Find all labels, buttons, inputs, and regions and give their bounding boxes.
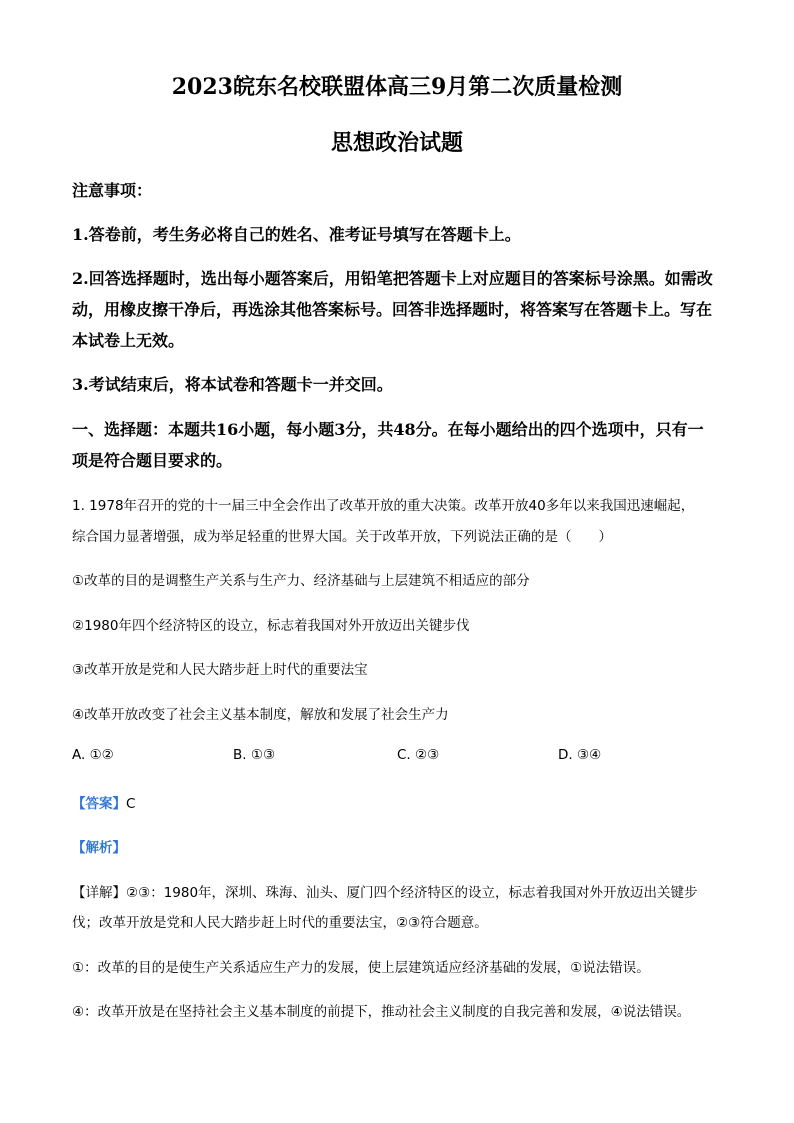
exam-subtitle: 思想政治试题 [330,130,463,156]
analysis-label: 【解析】 [72,840,126,856]
detail-label: 【详解】 [72,885,126,901]
section-heading-cont: 项是符合题目要求的。 [72,451,233,470]
notice-heading: 注意事项： [72,181,153,200]
exam-title: 2023皖东名校联盟体高三9月第二次质量检测 [171,74,623,100]
answer-value: C [126,796,136,812]
detail-line-1 [72,881,698,901]
analysis-line [72,836,126,856]
statement-2: ②1980年四个经济特区的设立，标志着我国对外开放迈出关键步伐 [72,618,470,634]
statement-4: ④改革开放改变了社会主义基本制度，解放和发展了社会生产力 [72,707,449,723]
detail-text-1: ②③：1980年，深圳、珠海、汕头、厦门四个经济特区的设立，标志着我国对外开放迈出关键步 [126,885,698,901]
question-stem-cont: 综合国力显著增强，成为举足轻重的世界大国。关于改革开放，下列说法正确的是（ ） [72,529,612,545]
statement-3: ③改革开放是党和人民大踏步赶上时代的重要法宝 [72,662,368,678]
option-b: B. ①③ [233,747,276,763]
answer-label: 【答案】 [72,796,126,812]
notice-item-1: 1.答卷前，考生务必将自己的姓名、准考证号填写在答题卡上。 [72,225,521,244]
detail-line-2: 伐；改革开放是党和人民大踏步赶上时代的重要法宝，②③符合题意。 [72,915,488,931]
notice-item-2: 2.回答选择题时，选出每小题答案后，用铅笔把答题卡上对应题目的答案标号涂黑。如需改 [72,269,713,288]
notice-item-3: 3.考试结束后，将本试卷和答题卡一并交回。 [72,375,393,394]
notice-item-2-cont: 动，用橡皮擦干净后，再选涂其他答案标号。回答非选择题时，将答案写在答题卡上。写在 [72,300,713,319]
answer-line [72,792,135,812]
statement-1: ①改革的目的是调整生产关系与生产力、经济基础与上层建筑不相适应的部分 [72,573,530,589]
notice-item-2-end: 本试卷上无效。 [72,331,185,350]
option-d: D. ③④ [558,747,602,763]
option-a: A. ①② [72,747,114,763]
answer-options [72,747,722,767]
section-heading: 一、选择题：本题共16小题，每小题3分，共48分。在每小题给出的四个选项中，只有一 [72,420,704,439]
detail-line-3: ①：改革的目的是使生产关系适应生产力的发展，使上层建筑适应经济基础的发展，①说法错误。 [72,960,650,976]
question-stem: 1. 1978年召开的党的十一届三中全会作出了改革开放的重大决策。改革开放40多年以来我国迅速崛起， [72,498,695,514]
detail-line-4: ④：改革开放是在坚持社会主义基本制度的前提下，推动社会主义制度的自我完善和发展，④说法错误。 [72,1004,691,1020]
option-c: C. ②③ [397,747,440,763]
